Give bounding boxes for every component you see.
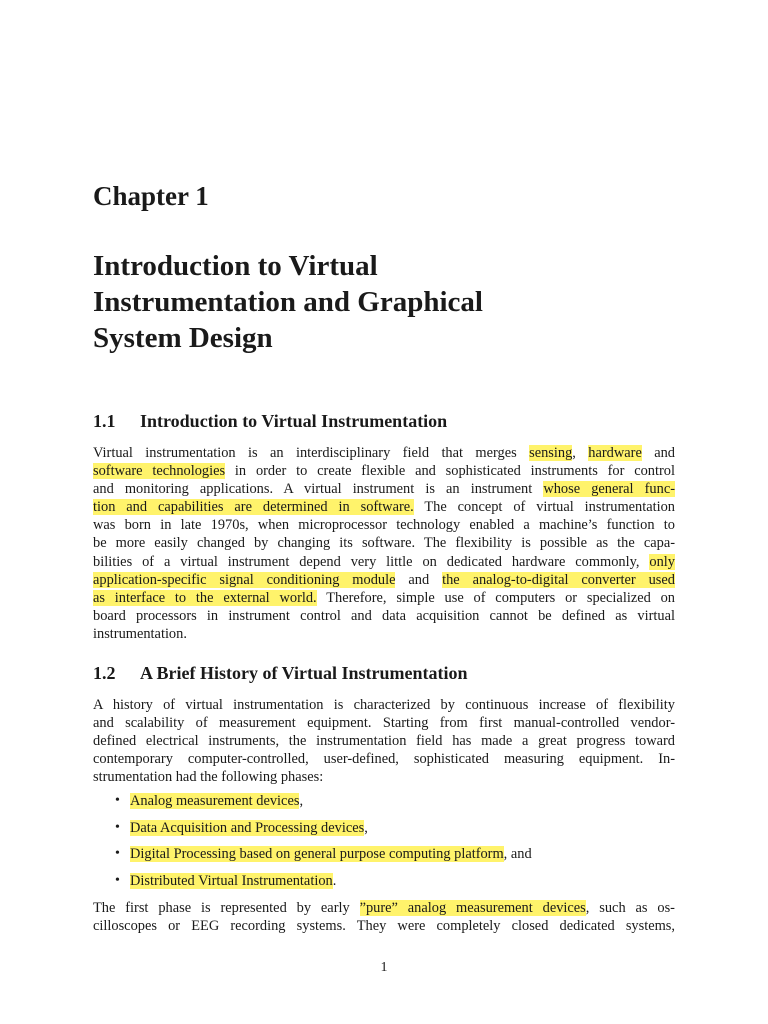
text-line — [93, 589, 675, 607]
text-run: and — [641, 445, 675, 461]
text-run: , — [572, 445, 589, 461]
list-item — [93, 872, 675, 899]
section-number: 1.1 — [93, 411, 116, 431]
highlighted-text: whose general func- — [543, 481, 676, 498]
text-line — [93, 553, 675, 571]
text-line — [93, 571, 675, 589]
text-line: contemporary computer-controlled, user-defined, sophisticated measuring equipment. In- — [93, 751, 675, 768]
section-1-1-paragraph — [93, 444, 675, 643]
text-line: was born in late 1970s, when microprocessor technology enabled a machine’s function to — [93, 517, 675, 534]
text-line: be more easily changed by changing its software. The flexibility is possible as the capa- — [93, 535, 675, 552]
text-line — [93, 480, 675, 498]
highlighted-text: Data Acquisition and Processing devices — [130, 819, 365, 836]
section-1-2-paragraph — [93, 696, 675, 786]
text-run: Therefore, simple use of computers or specialized on — [316, 589, 675, 606]
page-number: 1 — [380, 960, 388, 975]
chapter-title — [93, 248, 713, 356]
highlighted-text: Analog measurement devices — [130, 793, 300, 809]
chapter-title-line: Instrumentation and Graphical — [93, 286, 483, 318]
highlighted-text: Digital Processing based on general purpose computing platform — [130, 846, 504, 862]
chapter-title-line: Introduction to Virtual — [93, 250, 378, 282]
text-run: , — [364, 819, 368, 836]
section-title: Introduction to Virtual Instrumentation — [140, 411, 448, 431]
text-run: and — [395, 571, 443, 588]
bullet-icon: • — [115, 793, 120, 808]
text-line — [93, 444, 675, 462]
text-run: in order to create flexible and sophisticated instruments for control — [225, 463, 675, 480]
bullet-icon: • — [115, 872, 120, 888]
text-run: . — [332, 872, 337, 889]
text-line: and scalability of measurement equipment. Starting from first manual-controlled vendor- — [93, 715, 675, 732]
text-line — [93, 462, 675, 480]
phases-list — [93, 792, 675, 898]
section-heading-1-1 — [93, 409, 447, 433]
text-line: instrumentation. — [93, 625, 187, 642]
list-item — [93, 845, 675, 872]
section-number: 1.2 — [93, 663, 116, 683]
highlighted-text: software technologies — [93, 463, 226, 480]
text-line: defined electrical instruments, the instrumentation field has made a great progress toward — [93, 733, 675, 750]
section-title: A Brief History of Virtual Instrumentation — [140, 663, 468, 683]
chapter-title-line: System Design — [93, 322, 273, 354]
highlighted-text: the analog-to-digital converter used — [442, 571, 675, 588]
text-run: , and — [503, 846, 532, 862]
text-line: cilloscopes or EEG recording systems. They were completely closed dedicated systems, — [93, 918, 675, 935]
text-run: The concept of virtual instrumentation — [413, 499, 675, 516]
highlighted-text: hardware — [588, 445, 642, 461]
text-run: , — [299, 793, 304, 809]
highlighted-text: ”pure” analog measurement devices — [359, 900, 586, 916]
text-run: , such as os- — [585, 900, 675, 916]
highlighted-text: only — [649, 553, 675, 570]
text-run: and monitoring applications. A virtual instrument is an instrument — [93, 481, 544, 498]
highlighted-text: application-specific signal conditioning module — [93, 571, 396, 588]
text-run: bilities of a virtual instrument depend very little on dedicated hardware commonly, — [93, 553, 650, 570]
highlighted-text: tion and capabilities are determined in software. — [93, 499, 414, 516]
text-run: Virtual instrumentation is an interdisciplinary field that merges — [93, 445, 530, 461]
chapter-label: Chapter 1 — [93, 181, 209, 211]
text-line: strumentation had the following phases: — [93, 769, 324, 786]
section-1-2-paragraph-2 — [93, 899, 675, 935]
text-line: A history of virtual instrumentation is characterized by continuous increase of flexibility — [93, 697, 675, 713]
text-line — [93, 498, 675, 516]
text-line — [93, 899, 675, 917]
highlighted-text: as interface to the external world. — [93, 589, 317, 606]
section-heading-1-2 — [93, 661, 467, 685]
list-item — [93, 792, 675, 819]
highlighted-text: Distributed Virtual Instrumentation — [130, 872, 333, 889]
text-run: The first phase is represented by early — [93, 900, 360, 916]
text-line: board processors in instrument control and data acquisition cannot be defined as virtual — [93, 607, 675, 624]
list-item — [93, 819, 675, 846]
bullet-icon: • — [115, 819, 120, 835]
bullet-icon: • — [115, 846, 120, 861]
highlighted-text: sensing — [529, 445, 573, 461]
